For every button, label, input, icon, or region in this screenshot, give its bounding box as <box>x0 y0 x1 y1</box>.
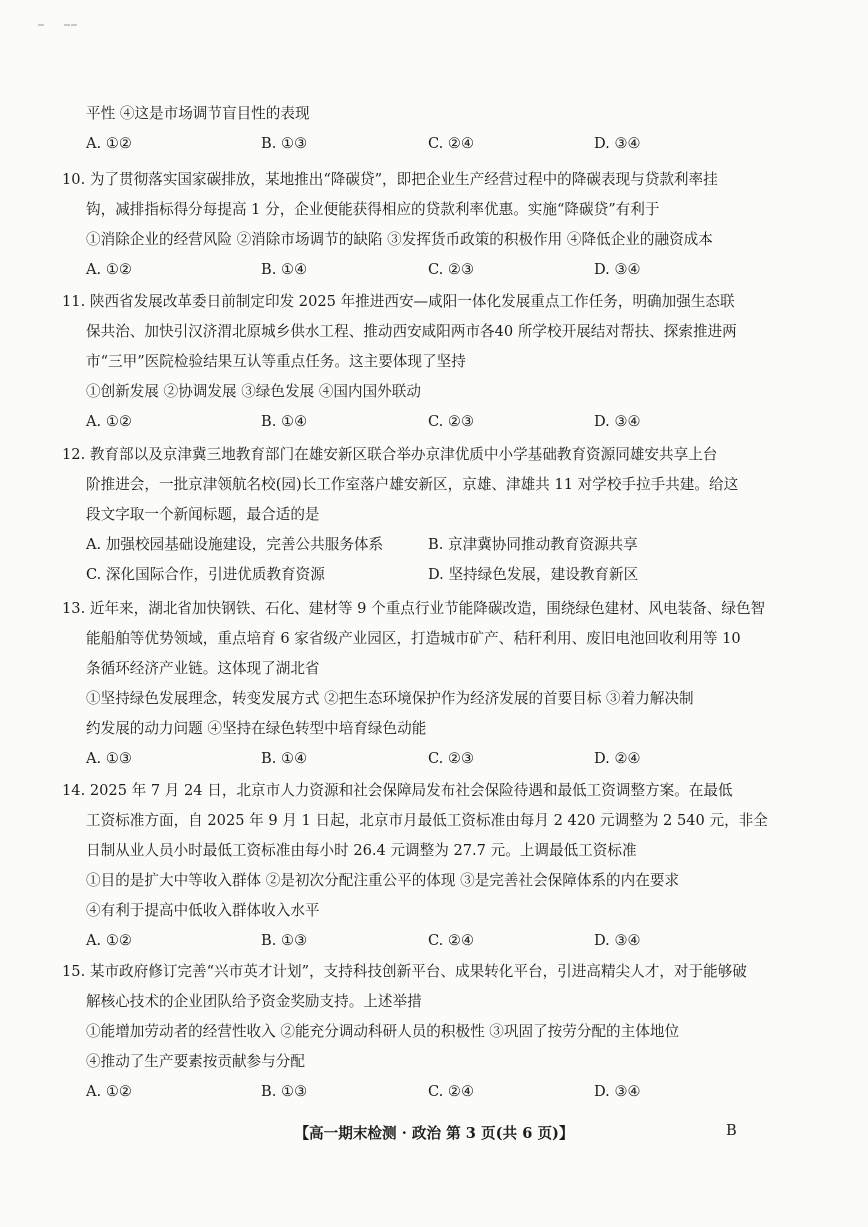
question-11 <box>62 292 786 442</box>
answer-options <box>86 134 786 164</box>
question-14 <box>62 781 786 961</box>
question-line: 能船舶等优势领域，重点培育 6 家省级产业园区，打造城市矿产、秸秆利用、废旧电池回收利用等 10 <box>86 630 741 647</box>
question-stem: 15. 某市政府修订完善“兴市英才计划”，支持科技创新平台、成果转化平台，引进高精尖人才，对于能够破 <box>62 963 747 980</box>
scan-mark <box>38 22 78 28</box>
question-stem: 11. 陕西省发展改革委日前制定印发 2025 年推进西安—咸阳一体化发展重点工作任务，明确加强生态联 <box>62 293 735 310</box>
option-a[interactable]: A. ①③ <box>86 750 132 767</box>
option-b[interactable]: B. ①④ <box>261 413 308 430</box>
statement-list: ①目的是扩大中等收入群体 ②是初次分配注重公平的体现 ③是完善社会保障体系的内在要求 <box>86 872 680 889</box>
statement-list: ①消除企业的经营风险 ②消除市场调节的缺陷 ③发挥货币政策的积极作用 ④降低企业的融资成本 <box>86 231 713 248</box>
page-footer: 【高一期末检测 · 政治 第 3 页(共 6 页)】 <box>294 1125 574 1142</box>
option-d[interactable]: D. 坚持绿色发展，建设教育新区 <box>428 566 639 583</box>
option-c[interactable]: C. ②④ <box>428 1083 475 1100</box>
question-line: 解核心技术的企业团队给予资金奖励支持。上述举措 <box>86 993 422 1010</box>
question-15 <box>62 962 786 1112</box>
option-a[interactable]: A. ①② <box>86 135 132 152</box>
option-d[interactable]: D. ③④ <box>594 932 641 949</box>
option-d[interactable]: D. ③④ <box>594 1083 641 1100</box>
statement-list: ①坚持绿色发展理念，转变发展方式 ②把生态环境保护作为经济发展的首要目标 ③着力解决制 <box>86 690 694 707</box>
option-c[interactable]: C. ②③ <box>428 750 475 767</box>
question-line: 市“三甲”医院检验结果互认等重点任务。这主要体现了坚持 <box>86 353 466 370</box>
question-stem: 14. 2025 年 7 月 24 日，北京市人力资源和社会保障局发布社会保险待遇和最低工资调整方案。在最低 <box>62 782 733 799</box>
option-d[interactable]: D. ③④ <box>594 135 641 152</box>
answer-options <box>86 412 786 442</box>
question-line: 钩，减排指标得分每提高 1 分，企业便能获得相应的贷款利率优惠。实施“降碳贷”有利于 <box>86 201 660 218</box>
answer-options-row-1 <box>86 535 786 565</box>
option-b[interactable]: B. ①④ <box>261 261 308 278</box>
answer-options <box>86 260 786 290</box>
statement-list: 约发展的动力问题 ④坚持在绿色转型中培育绿色动能 <box>86 720 427 737</box>
question-10 <box>62 170 786 290</box>
option-c[interactable]: C. ②③ <box>428 261 475 278</box>
question-12 <box>62 445 786 595</box>
answer-options <box>86 749 786 779</box>
option-a[interactable]: A. ①② <box>86 1083 132 1100</box>
question-line: 条循环经济产业链。这体现了湖北省 <box>86 660 320 677</box>
statement-list: ①能增加劳动者的经营性收入 ②能充分调动科研人员的积极性 ③巩固了按劳分配的主体地位 <box>86 1023 680 1040</box>
option-a[interactable]: A. 加强校园基础设施建设，完善公共服务体系 <box>86 536 384 553</box>
statement-list: ④有利于提高中低收入群体收入水平 <box>86 902 320 919</box>
question-line: 工资标准方面，自 2025 年 9 月 1 日起，北京市月最低工资标准由每月 2 420 元调整为 2 540 元，非全 <box>86 812 768 829</box>
option-b[interactable]: B. ①③ <box>261 1083 308 1100</box>
option-a[interactable]: A. ①② <box>86 261 132 278</box>
option-b[interactable]: B. ①③ <box>261 135 308 152</box>
option-c[interactable]: C. ②④ <box>428 135 475 152</box>
question-line: 日制从业人员小时最低工资标准由每小时 26.4 元调整为 27.7 元。上调最低工资标准 <box>86 842 637 859</box>
answer-options <box>86 1082 786 1112</box>
question-13 <box>62 599 786 779</box>
option-c[interactable]: C. 深化国际合作，引进优质教育资源 <box>86 566 325 583</box>
statement-list: ④推动了生产要素按贡献参与分配 <box>86 1053 305 1070</box>
option-d[interactable]: D. ②④ <box>594 750 641 767</box>
option-d[interactable]: D. ③④ <box>594 413 641 430</box>
question-stem: 10. 为了贯彻落实国家碳排放，某地推出“降碳贷”，即把企业生产经营过程中的降碳表现与贷款利率挂 <box>62 171 718 188</box>
option-a[interactable]: A. ①② <box>86 413 132 430</box>
question-9-tail <box>86 104 786 164</box>
paper-version-mark: B <box>726 1122 737 1139</box>
option-d[interactable]: D. ③④ <box>594 261 641 278</box>
question-line: 段文字取一个新闻标题，最合适的是 <box>86 506 320 523</box>
statement-list: ①创新发展 ②协调发展 ③绿色发展 ④国内国外联动 <box>86 383 421 400</box>
question-line: 平性 ④这是市场调节盲目性的表现 <box>86 105 310 122</box>
option-b[interactable]: B. ①③ <box>261 932 308 949</box>
option-b[interactable]: B. 京津冀协同推动教育资源共享 <box>428 536 638 553</box>
option-c[interactable]: C. ②④ <box>428 932 475 949</box>
question-stem: 12. 教育部以及京津冀三地教育部门在雄安新区联合举办京津优质中小学基础教育资源同雄安共享上台 <box>62 446 718 463</box>
answer-options-row-2 <box>86 565 786 595</box>
option-c[interactable]: C. ②③ <box>428 413 475 430</box>
question-stem: 13. 近年来，湖北省加快钢铁、石化、建材等 9 个重点行业节能降碳改造，围绕绿色建材、风电装备、绿色智 <box>62 600 766 617</box>
question-line: 阶推进会，一批京津领航名校(园)长工作室落户雄安新区，京雄、津雄共 11 对学校手拉手共建。给这 <box>86 476 739 493</box>
answer-options <box>86 931 786 961</box>
option-a[interactable]: A. ①② <box>86 932 132 949</box>
question-line: 保共治、加快引汉济渭北原城乡供水工程、推动西安咸阳两市各40 所学校开展结对帮扶、探索推进两 <box>86 323 737 340</box>
option-b[interactable]: B. ①④ <box>261 750 308 767</box>
